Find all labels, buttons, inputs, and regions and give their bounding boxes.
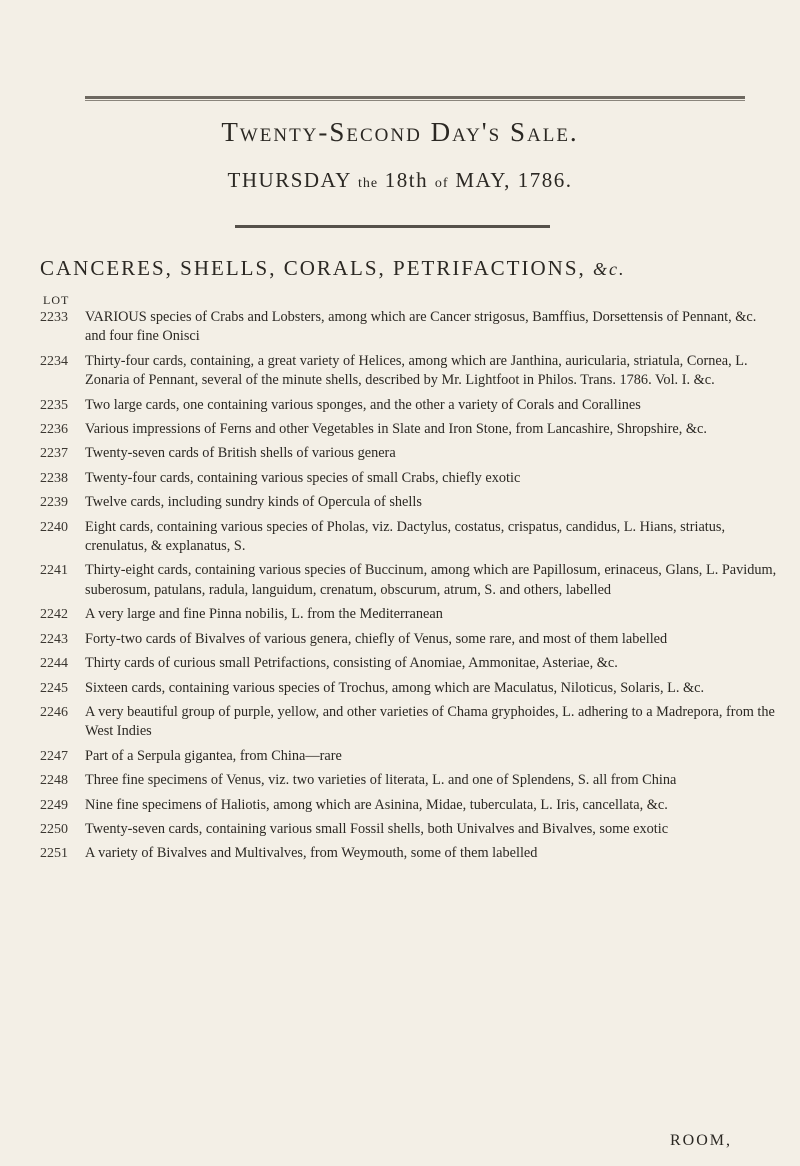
- lot-entry: [40, 796, 780, 815]
- lot-description: VARIOUS species of Crabs and Lobsters, among which are Cancer strigosus, Bamffius, Dorsettensis of Pennant, &c. and four fine Onisci: [85, 309, 757, 345]
- lot-entry: [40, 820, 780, 839]
- lot-number: 2237: [40, 446, 68, 462]
- lot-description: Three fine specimens of Venus, viz. two varieties of literata, L. and one of Splendens, S. all from China: [85, 772, 677, 789]
- lot-number: 2241: [40, 563, 68, 579]
- sale-date: [0, 168, 800, 193]
- lot-description: Twenty-four cards, containing various species of small Crabs, chiefly exotic: [85, 469, 521, 486]
- lot-description: Twenty-seven cards, containing various small Fossil shells, both Univalves and Bivalves, some exotic: [85, 820, 669, 837]
- lot-entry: [40, 844, 780, 863]
- lot-description: Two large cards, one containing various sponges, and the other a variety of Corals and Corallines: [85, 396, 641, 413]
- top-rule: [85, 96, 745, 99]
- lot-description: Various impressions of Ferns and other Vegetables in Slate and Iron Stone, from Lancashire, Shropshire, &c.: [85, 421, 707, 438]
- lot-number: 2242: [40, 607, 68, 623]
- lot-number: 2243: [40, 631, 68, 647]
- lot-number: 2240: [40, 519, 68, 535]
- lot-entry: [40, 747, 780, 766]
- section-rule: [235, 225, 550, 228]
- lot-description: Thirty-eight cards, containing various species of Buccinum, among which are Papillosum, erinaceus, Glans, L. Pavidum, suberosum, patulans, radula, languidum, crenatum, obscurum, atrum, S. and others, labelled: [85, 562, 777, 598]
- lot-entry: [40, 493, 780, 512]
- lot-number: 2248: [40, 773, 68, 789]
- lot-number: 2233: [40, 310, 68, 325]
- lot-number: 2234: [40, 353, 68, 369]
- lot-description: Sixteen cards, containing various species of Trochus, among which are Maculatus, Niloticus, Solaris, L. &c.: [85, 679, 705, 696]
- lot-number: 2238: [40, 470, 68, 486]
- lot-description: Eight cards, containing various species of Pholas, viz. Dactylus, costatus, crispatus, candidus, L. Hians, striatus, crenulatus, & explanatus, S.: [85, 518, 726, 555]
- lot-entry: [40, 771, 780, 790]
- lot-description: A very beautiful group of purple, yellow, and other varieties of Chama gryphoides, L. adhering to a Madrepora, from the West Indies: [85, 703, 775, 740]
- lot-description: Twelve cards, including sundry kinds of Opercula of shells: [85, 494, 422, 511]
- section-heading-etc: &c.: [593, 259, 626, 279]
- lot-description: Twenty-seven cards of British shells of various genera: [85, 445, 396, 462]
- lot-column-label: LOT: [43, 293, 70, 307]
- lot-description: Nine fine specimens of Haliotis, among which are Asinina, Midae, tuberculata, L. Iris, cancellata, &c.: [85, 796, 668, 813]
- lot-entry: [40, 679, 780, 698]
- lot-number: 2250: [40, 821, 68, 837]
- page-title: Twenty-Second Day's Sale.: [221, 117, 579, 147]
- lot-entry: [40, 605, 780, 624]
- lot-number: 2247: [40, 748, 68, 764]
- date-year: 1786.: [517, 168, 573, 192]
- catchword: ROOM,: [669, 1132, 732, 1149]
- lot-entry: [40, 654, 780, 673]
- lot-list: [40, 308, 780, 869]
- lot-entry: [40, 469, 780, 488]
- lot-number: 2244: [40, 656, 68, 672]
- lot-entry: [40, 444, 780, 463]
- lot-entry: [40, 352, 780, 391]
- lot-number: 2246: [40, 704, 68, 720]
- date-day-number: 18th: [384, 168, 429, 192]
- lot-entry: [40, 308, 780, 347]
- lot-number: 2249: [40, 797, 68, 813]
- lot-entry: [40, 518, 780, 557]
- lot-entry: [40, 561, 780, 600]
- lot-description: Thirty cards of curious small Petrifactions, consisting of Anomiae, Ammonitae, Asteriae, &c.: [85, 655, 618, 672]
- lot-number: 2236: [40, 422, 68, 438]
- date-of: of: [434, 176, 449, 191]
- section-heading: [40, 256, 780, 281]
- lot-description: A very large and fine Pinna nobilis, L. from the Mediterranean: [85, 606, 443, 623]
- lot-entry: [40, 703, 780, 742]
- lot-entry: [40, 630, 780, 649]
- lot-description: Part of a Serpula gigantea, from China—rare: [85, 747, 342, 764]
- date-the: the: [357, 176, 379, 191]
- lot-description: Forty-two cards of Bivalves of various genera, chiefly of Venus, some rare, and most of them labelled: [85, 630, 668, 647]
- date-month: MAY,: [455, 168, 511, 192]
- lot-number: 2239: [40, 495, 68, 511]
- section-heading-main: CANCERES, SHELLS, CORALS, PETRIFACTIONS,: [40, 256, 586, 280]
- sale-day: THURSDAY: [227, 168, 352, 192]
- top-rule-thin: [85, 100, 745, 101]
- lot-description: A variety of Bivalves and Multivalves, from Weymouth, some of them labelled: [85, 845, 538, 862]
- lot-entry: [40, 396, 780, 415]
- lot-number: 2245: [40, 680, 68, 696]
- lot-number: 2235: [40, 397, 68, 413]
- lot-description: Thirty-four cards, containing, a great variety of Helices, among which are Janthina, auricularia, striatula, Cornea, L. Zonaria of Pennant, several of the minute shells, described by Mr. Lightfoot in Philos. Trans. 1786. Vol. I. &c.: [85, 352, 748, 389]
- lot-entry: [40, 420, 780, 439]
- lot-number: 2251: [40, 846, 68, 862]
